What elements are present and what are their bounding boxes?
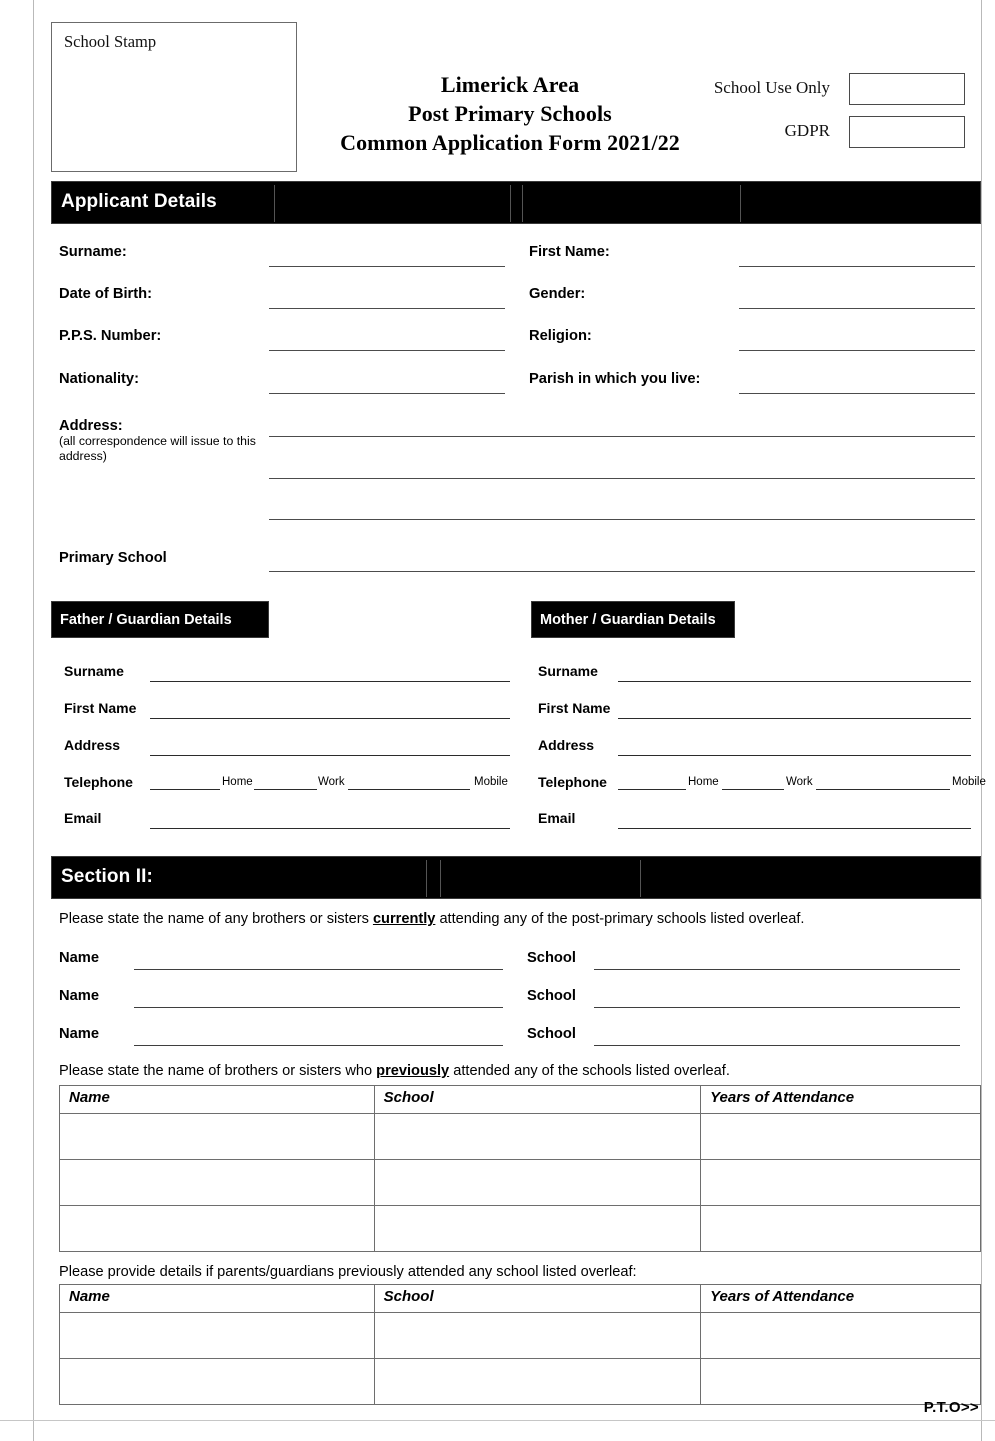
sibling-3-school-input[interactable]: [594, 1045, 960, 1046]
father-telephone-home-input[interactable]: [150, 789, 220, 790]
section-2-title: Section II:: [61, 866, 153, 887]
page-turn-over-note: P.T.O>>: [923, 1399, 979, 1416]
father-surname-label: Surname: [64, 663, 124, 679]
cell-school[interactable]: [374, 1114, 701, 1160]
nationality-label: Nationality:: [59, 371, 139, 387]
page-border-left: [33, 0, 34, 1441]
address-line-1-input[interactable]: [269, 436, 975, 437]
mother-telephone-work-input[interactable]: [722, 789, 784, 790]
address-label: Address:: [59, 418, 123, 434]
surname-input[interactable]: [269, 266, 505, 267]
parish-label: Parish in which you live:: [529, 371, 701, 387]
address-line-2-input[interactable]: [269, 478, 975, 479]
father-telephone-work-tag: Work: [318, 776, 345, 788]
mother-telephone-home-tag: Home: [688, 776, 719, 788]
sibling-1-name-input[interactable]: [134, 969, 503, 970]
table-row: [60, 1160, 981, 1206]
cell-name[interactable]: [60, 1114, 375, 1160]
cell-name[interactable]: [60, 1160, 375, 1206]
mother-telephone-label: Telephone: [538, 774, 607, 790]
father-guardian-title: Father / Guardian Details: [60, 612, 232, 628]
bar-divider: [274, 185, 275, 222]
column-header-name: Name: [60, 1086, 375, 1114]
column-header-school: School: [374, 1086, 701, 1114]
mother-telephone-work-tag: Work: [786, 776, 813, 788]
cell-years[interactable]: [701, 1206, 981, 1252]
mother-telephone-mobile-tag: Mobile: [952, 776, 986, 788]
mother-telephone-mobile-input[interactable]: [816, 789, 950, 790]
father-email-label: Email: [64, 810, 102, 826]
bar-divider: [740, 185, 741, 222]
nationality-input[interactable]: [269, 393, 505, 394]
gdpr-box[interactable]: [849, 116, 965, 148]
father-surname-input[interactable]: [150, 681, 510, 682]
mother-first-name-label: First Name: [538, 700, 611, 716]
sibling-1-name-label: Name: [59, 950, 100, 966]
instruction-text-b: attending any of the post-primary schools listed overleaf.: [435, 911, 805, 927]
father-address-input[interactable]: [150, 755, 510, 756]
religion-input[interactable]: [739, 350, 975, 351]
religion-label: Religion:: [529, 328, 592, 344]
column-header-name: Name: [60, 1285, 375, 1313]
date-of-birth-input[interactable]: [269, 308, 505, 309]
sibling-1-school-label: School: [527, 950, 576, 966]
mother-email-input[interactable]: [618, 828, 971, 829]
form-title-line-3: Common Application Form 2021/22: [340, 130, 680, 155]
form-title-line-2: Post Primary Schools: [408, 101, 612, 126]
bar-divider: [510, 185, 511, 222]
school-use-only-label: School Use Only: [713, 78, 830, 97]
cell-years[interactable]: [701, 1160, 981, 1206]
cell-years[interactable]: [701, 1313, 981, 1359]
pps-number-input[interactable]: [269, 350, 505, 351]
father-telephone-label: Telephone: [64, 774, 133, 790]
table-header-row: [60, 1285, 981, 1313]
cell-years[interactable]: [701, 1114, 981, 1160]
parents-previous-instruction: Please provide details if parents/guardians previously attended any school listed overleaf:: [59, 1264, 637, 1280]
column-header-years: Years of Attendance: [701, 1086, 981, 1114]
mother-telephone-home-input[interactable]: [618, 789, 686, 790]
table-row: [60, 1114, 981, 1160]
father-address-label: Address: [64, 737, 121, 753]
instruction-emphasis-currently: currently: [372, 911, 436, 927]
table-row: [60, 1359, 981, 1405]
cell-name[interactable]: [60, 1359, 375, 1405]
bar-divider: [440, 860, 441, 897]
father-telephone-home-tag: Home: [222, 776, 253, 788]
page-border-right: [981, 0, 982, 1441]
cell-name[interactable]: [60, 1313, 375, 1359]
sibling-1-school-input[interactable]: [594, 969, 960, 970]
cell-years[interactable]: [701, 1359, 981, 1405]
sibling-2-name-input[interactable]: [134, 1007, 503, 1008]
surname-label: Surname:: [59, 244, 127, 260]
bar-divider: [426, 860, 427, 897]
father-telephone-work-input[interactable]: [254, 789, 317, 790]
column-header-years: Years of Attendance: [701, 1285, 981, 1313]
form-title-line-1: Limerick Area: [440, 72, 580, 97]
father-first-name-label: First Name: [64, 700, 137, 716]
table-row: [60, 1313, 981, 1359]
father-email-input[interactable]: [150, 828, 510, 829]
mother-guardian-title: Mother / Guardian Details: [540, 612, 716, 628]
cell-school[interactable]: [374, 1313, 701, 1359]
cell-school[interactable]: [374, 1206, 701, 1252]
table-header-row: [60, 1086, 981, 1114]
mother-surname-label: Surname: [538, 663, 598, 679]
father-telephone-mobile-input[interactable]: [348, 789, 470, 790]
column-header-school: School: [374, 1285, 701, 1313]
sibling-3-school-label: School: [527, 1026, 576, 1042]
section-2-header-bar: [51, 856, 981, 899]
first-name-input[interactable]: [739, 266, 975, 267]
instruction-text-b: attended any of the schools listed overleaf.: [449, 1063, 730, 1079]
instruction-text-a: Please state the name of any brothers or sisters: [59, 911, 373, 927]
parents-previous-table: [59, 1284, 981, 1405]
primary-school-label: Primary School: [59, 550, 167, 566]
page-border-bottom: [0, 1420, 995, 1421]
sibling-3-name-input[interactable]: [134, 1045, 503, 1046]
address-note: (all correspondence will issue to this address): [59, 434, 256, 463]
pps-number-label: P.P.S. Number:: [59, 328, 162, 344]
sibling-2-school-label: School: [527, 988, 576, 1004]
siblings-current-instruction: [59, 911, 804, 927]
school-stamp-box[interactable]: [51, 22, 297, 172]
mother-address-input[interactable]: [618, 755, 971, 756]
address-line-3-input[interactable]: [269, 519, 975, 520]
previous-siblings-table: [59, 1085, 981, 1252]
gdpr-label: GDPR: [784, 121, 830, 140]
cell-name[interactable]: [60, 1206, 375, 1252]
instruction-text-a: Please state the name of brothers or sisters who: [59, 1063, 377, 1079]
mother-first-name-input[interactable]: [618, 718, 971, 719]
father-telephone-mobile-tag: Mobile: [474, 776, 508, 788]
table-row: [60, 1206, 981, 1252]
gender-label: Gender:: [529, 286, 586, 302]
school-stamp-label: School Stamp: [64, 32, 157, 51]
first-name-label: First Name:: [529, 244, 610, 260]
sibling-3-name-label: Name: [59, 1026, 100, 1042]
school-use-only-box[interactable]: [849, 73, 965, 105]
bar-divider: [522, 185, 523, 222]
mother-email-label: Email: [538, 810, 576, 826]
parish-input[interactable]: [739, 393, 975, 394]
applicant-details-title: Applicant Details: [61, 191, 217, 212]
cell-school[interactable]: [374, 1359, 701, 1405]
primary-school-input[interactable]: [269, 571, 975, 572]
date-of-birth-label: Date of Birth:: [59, 286, 153, 302]
sibling-2-name-label: Name: [59, 988, 100, 1004]
mother-surname-input[interactable]: [618, 681, 971, 682]
gender-input[interactable]: [739, 308, 975, 309]
sibling-2-school-input[interactable]: [594, 1007, 960, 1008]
cell-school[interactable]: [374, 1160, 701, 1206]
mother-address-label: Address: [538, 737, 595, 753]
father-first-name-input[interactable]: [150, 718, 510, 719]
siblings-previous-instruction: [59, 1063, 730, 1079]
instruction-emphasis-previously: previously: [376, 1063, 450, 1079]
bar-divider: [640, 860, 641, 897]
